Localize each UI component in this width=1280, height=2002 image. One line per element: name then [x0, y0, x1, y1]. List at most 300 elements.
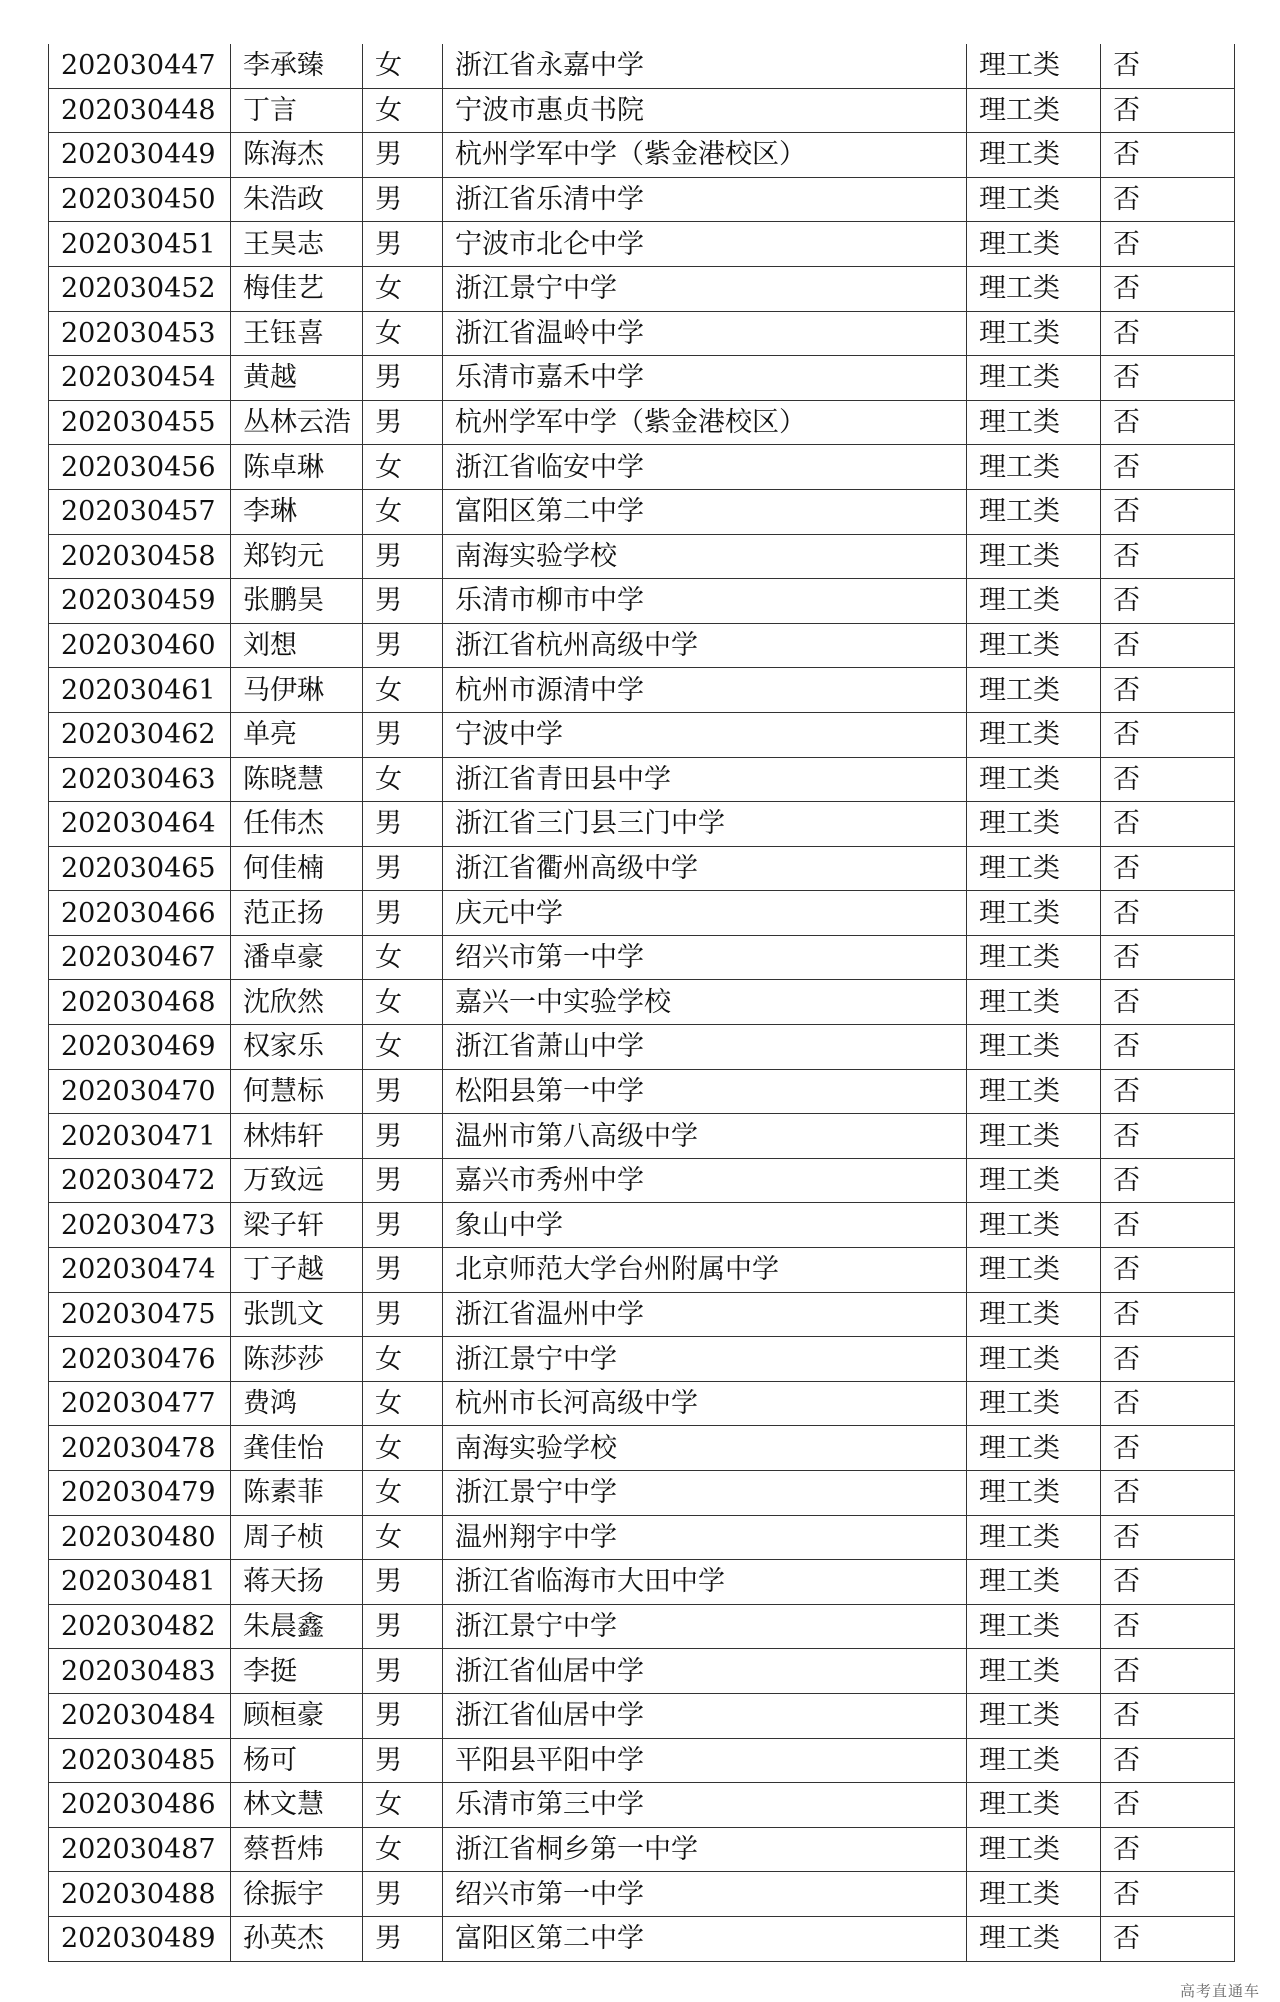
flag-cell: 否: [1101, 1292, 1235, 1337]
flag-cell: 否: [1101, 1025, 1235, 1070]
flag-cell: 否: [1101, 1515, 1235, 1560]
table-row: [49, 579, 1235, 624]
school-cell: 杭州市长河高级中学: [443, 1381, 967, 1426]
student-name-cell: 沈欣然: [231, 980, 363, 1025]
student-id-cell: 202030480: [49, 1515, 231, 1560]
table-row: [49, 534, 1235, 579]
track-cell: 理工类: [967, 980, 1101, 1025]
roster-sheet: [48, 44, 1234, 1962]
track-cell: 理工类: [967, 222, 1101, 267]
track-cell: 理工类: [967, 1872, 1101, 1917]
student-name-cell: 黄越: [231, 356, 363, 401]
gender-cell: 女: [363, 1471, 443, 1516]
gender-cell: 男: [363, 356, 443, 401]
table-row: [49, 623, 1235, 668]
table-row: [49, 1783, 1235, 1828]
track-cell: 理工类: [967, 1158, 1101, 1203]
track-cell: 理工类: [967, 1069, 1101, 1114]
watermark-text: 高考直通车: [1179, 1982, 1260, 2000]
gender-cell: 女: [363, 1381, 443, 1426]
track-cell: 理工类: [967, 846, 1101, 891]
gender-cell: 女: [363, 1337, 443, 1382]
school-cell: 南海实验学校: [443, 1426, 967, 1471]
track-cell: 理工类: [967, 1381, 1101, 1426]
table-row: [49, 1916, 1235, 1961]
gender-cell: 男: [363, 891, 443, 936]
track-cell: 理工类: [967, 1248, 1101, 1293]
student-name-cell: 陈海杰: [231, 133, 363, 178]
student-id-cell: 202030448: [49, 88, 231, 133]
student-name-cell: 林文慧: [231, 1783, 363, 1828]
school-cell: 温州翔宇中学: [443, 1515, 967, 1560]
track-cell: 理工类: [967, 1114, 1101, 1159]
flag-cell: 否: [1101, 489, 1235, 534]
flag-cell: 否: [1101, 356, 1235, 401]
table-row: [49, 1827, 1235, 1872]
school-cell: 绍兴市第一中学: [443, 1872, 967, 1917]
student-name-cell: 陈素菲: [231, 1471, 363, 1516]
flag-cell: 否: [1101, 757, 1235, 802]
track-cell: 理工类: [967, 1649, 1101, 1694]
gender-cell: 男: [363, 1693, 443, 1738]
table-row: [49, 1158, 1235, 1203]
school-cell: 宁波市惠贞书院: [443, 88, 967, 133]
student-id-cell: 202030483: [49, 1649, 231, 1694]
gender-cell: 女: [363, 1515, 443, 1560]
track-cell: 理工类: [967, 1560, 1101, 1605]
school-cell: 浙江省乐清中学: [443, 177, 967, 222]
student-name-cell: 陈晓慧: [231, 757, 363, 802]
school-cell: 浙江省衢州高级中学: [443, 846, 967, 891]
student-name-cell: 任伟杰: [231, 802, 363, 847]
gender-cell: 男: [363, 534, 443, 579]
school-cell: 浙江景宁中学: [443, 1337, 967, 1382]
flag-cell: 否: [1101, 1114, 1235, 1159]
student-name-cell: 陈卓琳: [231, 445, 363, 490]
student-id-cell: 202030477: [49, 1381, 231, 1426]
track-cell: 理工类: [967, 177, 1101, 222]
student-id-cell: 202030455: [49, 400, 231, 445]
gender-cell: 男: [363, 1203, 443, 1248]
track-cell: 理工类: [967, 356, 1101, 401]
student-name-cell: 李承臻: [231, 44, 363, 88]
track-cell: 理工类: [967, 1827, 1101, 1872]
school-cell: 富阳区第二中学: [443, 1916, 967, 1961]
school-cell: 浙江省仙居中学: [443, 1693, 967, 1738]
student-name-cell: 潘卓豪: [231, 935, 363, 980]
gender-cell: 女: [363, 1783, 443, 1828]
track-cell: 理工类: [967, 534, 1101, 579]
school-cell: 浙江省青田县中学: [443, 757, 967, 802]
track-cell: 理工类: [967, 1916, 1101, 1961]
track-cell: 理工类: [967, 445, 1101, 490]
flag-cell: 否: [1101, 1649, 1235, 1694]
track-cell: 理工类: [967, 311, 1101, 356]
student-id-cell: 202030459: [49, 579, 231, 624]
school-cell: 北京师范大学台州附属中学: [443, 1248, 967, 1293]
track-cell: 理工类: [967, 1515, 1101, 1560]
gender-cell: 男: [363, 1738, 443, 1783]
student-id-cell: 202030467: [49, 935, 231, 980]
flag-cell: 否: [1101, 1827, 1235, 1872]
school-cell: 浙江省仙居中学: [443, 1649, 967, 1694]
student-id-cell: 202030474: [49, 1248, 231, 1293]
student-name-cell: 李挺: [231, 1649, 363, 1694]
student-id-cell: 202030469: [49, 1025, 231, 1070]
school-cell: 象山中学: [443, 1203, 967, 1248]
student-id-cell: 202030478: [49, 1426, 231, 1471]
flag-cell: 否: [1101, 1158, 1235, 1203]
flag-cell: 否: [1101, 980, 1235, 1025]
flag-cell: 否: [1101, 133, 1235, 178]
table-row: [49, 311, 1235, 356]
student-id-cell: 202030453: [49, 311, 231, 356]
flag-cell: 否: [1101, 222, 1235, 267]
student-id-cell: 202030454: [49, 356, 231, 401]
table-row: [49, 1337, 1235, 1382]
student-name-cell: 梁子轩: [231, 1203, 363, 1248]
student-id-cell: 202030451: [49, 222, 231, 267]
student-id-cell: 202030449: [49, 133, 231, 178]
student-name-cell: 林炜轩: [231, 1114, 363, 1159]
student-id-cell: 202030458: [49, 534, 231, 579]
student-id-cell: 202030475: [49, 1292, 231, 1337]
school-cell: 浙江省临安中学: [443, 445, 967, 490]
roster-table-body: [49, 44, 1235, 1961]
student-name-cell: 蔡哲炜: [231, 1827, 363, 1872]
track-cell: 理工类: [967, 266, 1101, 311]
student-name-cell: 徐振宇: [231, 1872, 363, 1917]
flag-cell: 否: [1101, 1738, 1235, 1783]
gender-cell: 男: [363, 222, 443, 267]
school-cell: 浙江省桐乡第一中学: [443, 1827, 967, 1872]
gender-cell: 男: [363, 1069, 443, 1114]
gender-cell: 男: [363, 1292, 443, 1337]
track-cell: 理工类: [967, 579, 1101, 624]
gender-cell: 女: [363, 88, 443, 133]
student-name-cell: 张鹏昊: [231, 579, 363, 624]
student-id-cell: 202030450: [49, 177, 231, 222]
student-id-cell: 202030462: [49, 712, 231, 757]
table-row: [49, 1515, 1235, 1560]
gender-cell: 男: [363, 712, 443, 757]
student-id-cell: 202030476: [49, 1337, 231, 1382]
track-cell: 理工类: [967, 668, 1101, 713]
track-cell: 理工类: [967, 400, 1101, 445]
student-id-cell: 202030466: [49, 891, 231, 936]
flag-cell: 否: [1101, 1916, 1235, 1961]
school-cell: 富阳区第二中学: [443, 489, 967, 534]
flag-cell: 否: [1101, 311, 1235, 356]
table-row: [49, 1649, 1235, 1694]
student-name-cell: 朱晨鑫: [231, 1604, 363, 1649]
student-name-cell: 梅佳艺: [231, 266, 363, 311]
school-cell: 浙江省温岭中学: [443, 311, 967, 356]
flag-cell: 否: [1101, 1069, 1235, 1114]
flag-cell: 否: [1101, 712, 1235, 757]
student-id-cell: 202030457: [49, 489, 231, 534]
school-cell: 杭州学军中学（紫金港校区）: [443, 400, 967, 445]
gender-cell: 女: [363, 668, 443, 713]
student-id-cell: 202030488: [49, 1872, 231, 1917]
student-id-cell: 202030464: [49, 802, 231, 847]
flag-cell: 否: [1101, 88, 1235, 133]
student-name-cell: 范正扬: [231, 891, 363, 936]
student-name-cell: 顾桓豪: [231, 1693, 363, 1738]
flag-cell: 否: [1101, 1693, 1235, 1738]
table-row: [49, 846, 1235, 891]
gender-cell: 男: [363, 846, 443, 891]
student-name-cell: 杨可: [231, 1738, 363, 1783]
gender-cell: 男: [363, 1158, 443, 1203]
flag-cell: 否: [1101, 1203, 1235, 1248]
student-name-cell: 陈莎莎: [231, 1337, 363, 1382]
table-row: [49, 802, 1235, 847]
table-row: [49, 44, 1235, 88]
table-row: [49, 1114, 1235, 1159]
gender-cell: 女: [363, 489, 443, 534]
student-id-cell: 202030481: [49, 1560, 231, 1605]
student-id-cell: 202030468: [49, 980, 231, 1025]
flag-cell: 否: [1101, 1426, 1235, 1471]
student-id-cell: 202030471: [49, 1114, 231, 1159]
student-name-cell: 刘想: [231, 623, 363, 668]
table-row: [49, 445, 1235, 490]
school-cell: 浙江景宁中学: [443, 1471, 967, 1516]
table-row: [49, 1248, 1235, 1293]
table-row: [49, 266, 1235, 311]
table-row: [49, 1292, 1235, 1337]
gender-cell: 男: [363, 133, 443, 178]
student-name-cell: 周子桢: [231, 1515, 363, 1560]
student-id-cell: 202030489: [49, 1916, 231, 1961]
student-id-cell: 202030460: [49, 623, 231, 668]
school-cell: 乐清市第三中学: [443, 1783, 967, 1828]
track-cell: 理工类: [967, 1292, 1101, 1337]
student-name-cell: 权家乐: [231, 1025, 363, 1070]
table-row: [49, 1203, 1235, 1248]
flag-cell: 否: [1101, 935, 1235, 980]
flag-cell: 否: [1101, 1604, 1235, 1649]
school-cell: 庆元中学: [443, 891, 967, 936]
gender-cell: 男: [363, 1114, 443, 1159]
student-id-cell: 202030461: [49, 668, 231, 713]
student-name-cell: 王钰喜: [231, 311, 363, 356]
student-id-cell: 202030463: [49, 757, 231, 802]
school-cell: 宁波市北仑中学: [443, 222, 967, 267]
table-row: [49, 400, 1235, 445]
school-cell: 乐清市嘉禾中学: [443, 356, 967, 401]
table-row: [49, 1025, 1235, 1070]
school-cell: 浙江省临海市大田中学: [443, 1560, 967, 1605]
track-cell: 理工类: [967, 489, 1101, 534]
gender-cell: 女: [363, 311, 443, 356]
table-row: [49, 1872, 1235, 1917]
gender-cell: 男: [363, 802, 443, 847]
flag-cell: 否: [1101, 534, 1235, 579]
student-name-cell: 朱浩政: [231, 177, 363, 222]
student-id-cell: 202030470: [49, 1069, 231, 1114]
student-id-cell: 202030485: [49, 1738, 231, 1783]
student-name-cell: 马伊琳: [231, 668, 363, 713]
flag-cell: 否: [1101, 445, 1235, 490]
student-name-cell: 单亮: [231, 712, 363, 757]
table-row: [49, 177, 1235, 222]
flag-cell: 否: [1101, 177, 1235, 222]
table-row: [49, 1069, 1235, 1114]
student-id-cell: 202030447: [49, 44, 231, 88]
school-cell: 杭州学军中学（紫金港校区）: [443, 133, 967, 178]
school-cell: 浙江省三门县三门中学: [443, 802, 967, 847]
track-cell: 理工类: [967, 891, 1101, 936]
student-id-cell: 202030452: [49, 266, 231, 311]
table-row: [49, 891, 1235, 936]
gender-cell: 男: [363, 623, 443, 668]
gender-cell: 女: [363, 445, 443, 490]
gender-cell: 女: [363, 1827, 443, 1872]
student-id-cell: 202030479: [49, 1471, 231, 1516]
track-cell: 理工类: [967, 1203, 1101, 1248]
track-cell: 理工类: [967, 712, 1101, 757]
table-row: [49, 356, 1235, 401]
student-name-cell: 龚佳怡: [231, 1426, 363, 1471]
table-row: [49, 757, 1235, 802]
school-cell: 浙江省温州中学: [443, 1292, 967, 1337]
student-name-cell: 丁子越: [231, 1248, 363, 1293]
student-name-cell: 蒋天扬: [231, 1560, 363, 1605]
student-name-cell: 丁言: [231, 88, 363, 133]
student-id-cell: 202030473: [49, 1203, 231, 1248]
track-cell: 理工类: [967, 1025, 1101, 1070]
table-row: [49, 222, 1235, 267]
gender-cell: 男: [363, 177, 443, 222]
flag-cell: 否: [1101, 802, 1235, 847]
table-row: [49, 935, 1235, 980]
table-row: [49, 1426, 1235, 1471]
school-cell: 嘉兴一中实验学校: [443, 980, 967, 1025]
track-cell: 理工类: [967, 133, 1101, 178]
roster-table: [48, 44, 1235, 1962]
gender-cell: 女: [363, 44, 443, 88]
student-name-cell: 李琳: [231, 489, 363, 534]
track-cell: 理工类: [967, 935, 1101, 980]
table-row: [49, 489, 1235, 534]
flag-cell: 否: [1101, 400, 1235, 445]
table-row: [49, 1693, 1235, 1738]
school-cell: 温州市第八高级中学: [443, 1114, 967, 1159]
track-cell: 理工类: [967, 802, 1101, 847]
track-cell: 理工类: [967, 1693, 1101, 1738]
gender-cell: 女: [363, 1426, 443, 1471]
table-row: [49, 712, 1235, 757]
school-cell: 绍兴市第一中学: [443, 935, 967, 980]
flag-cell: 否: [1101, 846, 1235, 891]
flag-cell: 否: [1101, 1471, 1235, 1516]
student-id-cell: 202030484: [49, 1693, 231, 1738]
student-name-cell: 万致远: [231, 1158, 363, 1203]
gender-cell: 女: [363, 980, 443, 1025]
flag-cell: 否: [1101, 668, 1235, 713]
table-row: [49, 1604, 1235, 1649]
flag-cell: 否: [1101, 579, 1235, 624]
flag-cell: 否: [1101, 1560, 1235, 1605]
school-cell: 浙江省杭州高级中学: [443, 623, 967, 668]
table-row: [49, 668, 1235, 713]
gender-cell: 女: [363, 1025, 443, 1070]
track-cell: 理工类: [967, 44, 1101, 88]
track-cell: 理工类: [967, 1337, 1101, 1382]
gender-cell: 女: [363, 935, 443, 980]
student-id-cell: 202030487: [49, 1827, 231, 1872]
student-id-cell: 202030472: [49, 1158, 231, 1203]
table-row: [49, 1560, 1235, 1605]
school-cell: 浙江景宁中学: [443, 1604, 967, 1649]
student-name-cell: 郑钧元: [231, 534, 363, 579]
flag-cell: 否: [1101, 1783, 1235, 1828]
gender-cell: 男: [363, 1604, 443, 1649]
student-name-cell: 孙英杰: [231, 1916, 363, 1961]
table-row: [49, 133, 1235, 178]
flag-cell: 否: [1101, 1381, 1235, 1426]
gender-cell: 女: [363, 757, 443, 802]
track-cell: 理工类: [967, 623, 1101, 668]
flag-cell: 否: [1101, 1337, 1235, 1382]
gender-cell: 男: [363, 579, 443, 624]
track-cell: 理工类: [967, 88, 1101, 133]
gender-cell: 男: [363, 1916, 443, 1961]
student-name-cell: 费鸿: [231, 1381, 363, 1426]
flag-cell: 否: [1101, 1248, 1235, 1293]
table-row: [49, 1471, 1235, 1516]
track-cell: 理工类: [967, 1426, 1101, 1471]
gender-cell: 女: [363, 266, 443, 311]
flag-cell: 否: [1101, 1872, 1235, 1917]
student-id-cell: 202030465: [49, 846, 231, 891]
school-cell: 浙江省永嘉中学: [443, 44, 967, 88]
gender-cell: 男: [363, 1649, 443, 1694]
school-cell: 平阳县平阳中学: [443, 1738, 967, 1783]
school-cell: 松阳县第一中学: [443, 1069, 967, 1114]
track-cell: 理工类: [967, 1738, 1101, 1783]
school-cell: 杭州市源清中学: [443, 668, 967, 713]
flag-cell: 否: [1101, 891, 1235, 936]
student-id-cell: 202030482: [49, 1604, 231, 1649]
student-name-cell: 丛林云浩: [231, 400, 363, 445]
track-cell: 理工类: [967, 1783, 1101, 1828]
school-cell: 浙江省萧山中学: [443, 1025, 967, 1070]
table-row: [49, 1381, 1235, 1426]
student-id-cell: 202030486: [49, 1783, 231, 1828]
track-cell: 理工类: [967, 1471, 1101, 1516]
school-cell: 宁波中学: [443, 712, 967, 757]
student-name-cell: 王昊志: [231, 222, 363, 267]
student-name-cell: 何慧标: [231, 1069, 363, 1114]
flag-cell: 否: [1101, 266, 1235, 311]
gender-cell: 男: [363, 400, 443, 445]
gender-cell: 男: [363, 1872, 443, 1917]
flag-cell: 否: [1101, 44, 1235, 88]
track-cell: 理工类: [967, 757, 1101, 802]
track-cell: 理工类: [967, 1604, 1101, 1649]
flag-cell: 否: [1101, 623, 1235, 668]
student-name-cell: 张凯文: [231, 1292, 363, 1337]
table-row: [49, 1738, 1235, 1783]
school-cell: 乐清市柳市中学: [443, 579, 967, 624]
school-cell: 南海实验学校: [443, 534, 967, 579]
table-row: [49, 88, 1235, 133]
student-name-cell: 何佳楠: [231, 846, 363, 891]
school-cell: 嘉兴市秀州中学: [443, 1158, 967, 1203]
